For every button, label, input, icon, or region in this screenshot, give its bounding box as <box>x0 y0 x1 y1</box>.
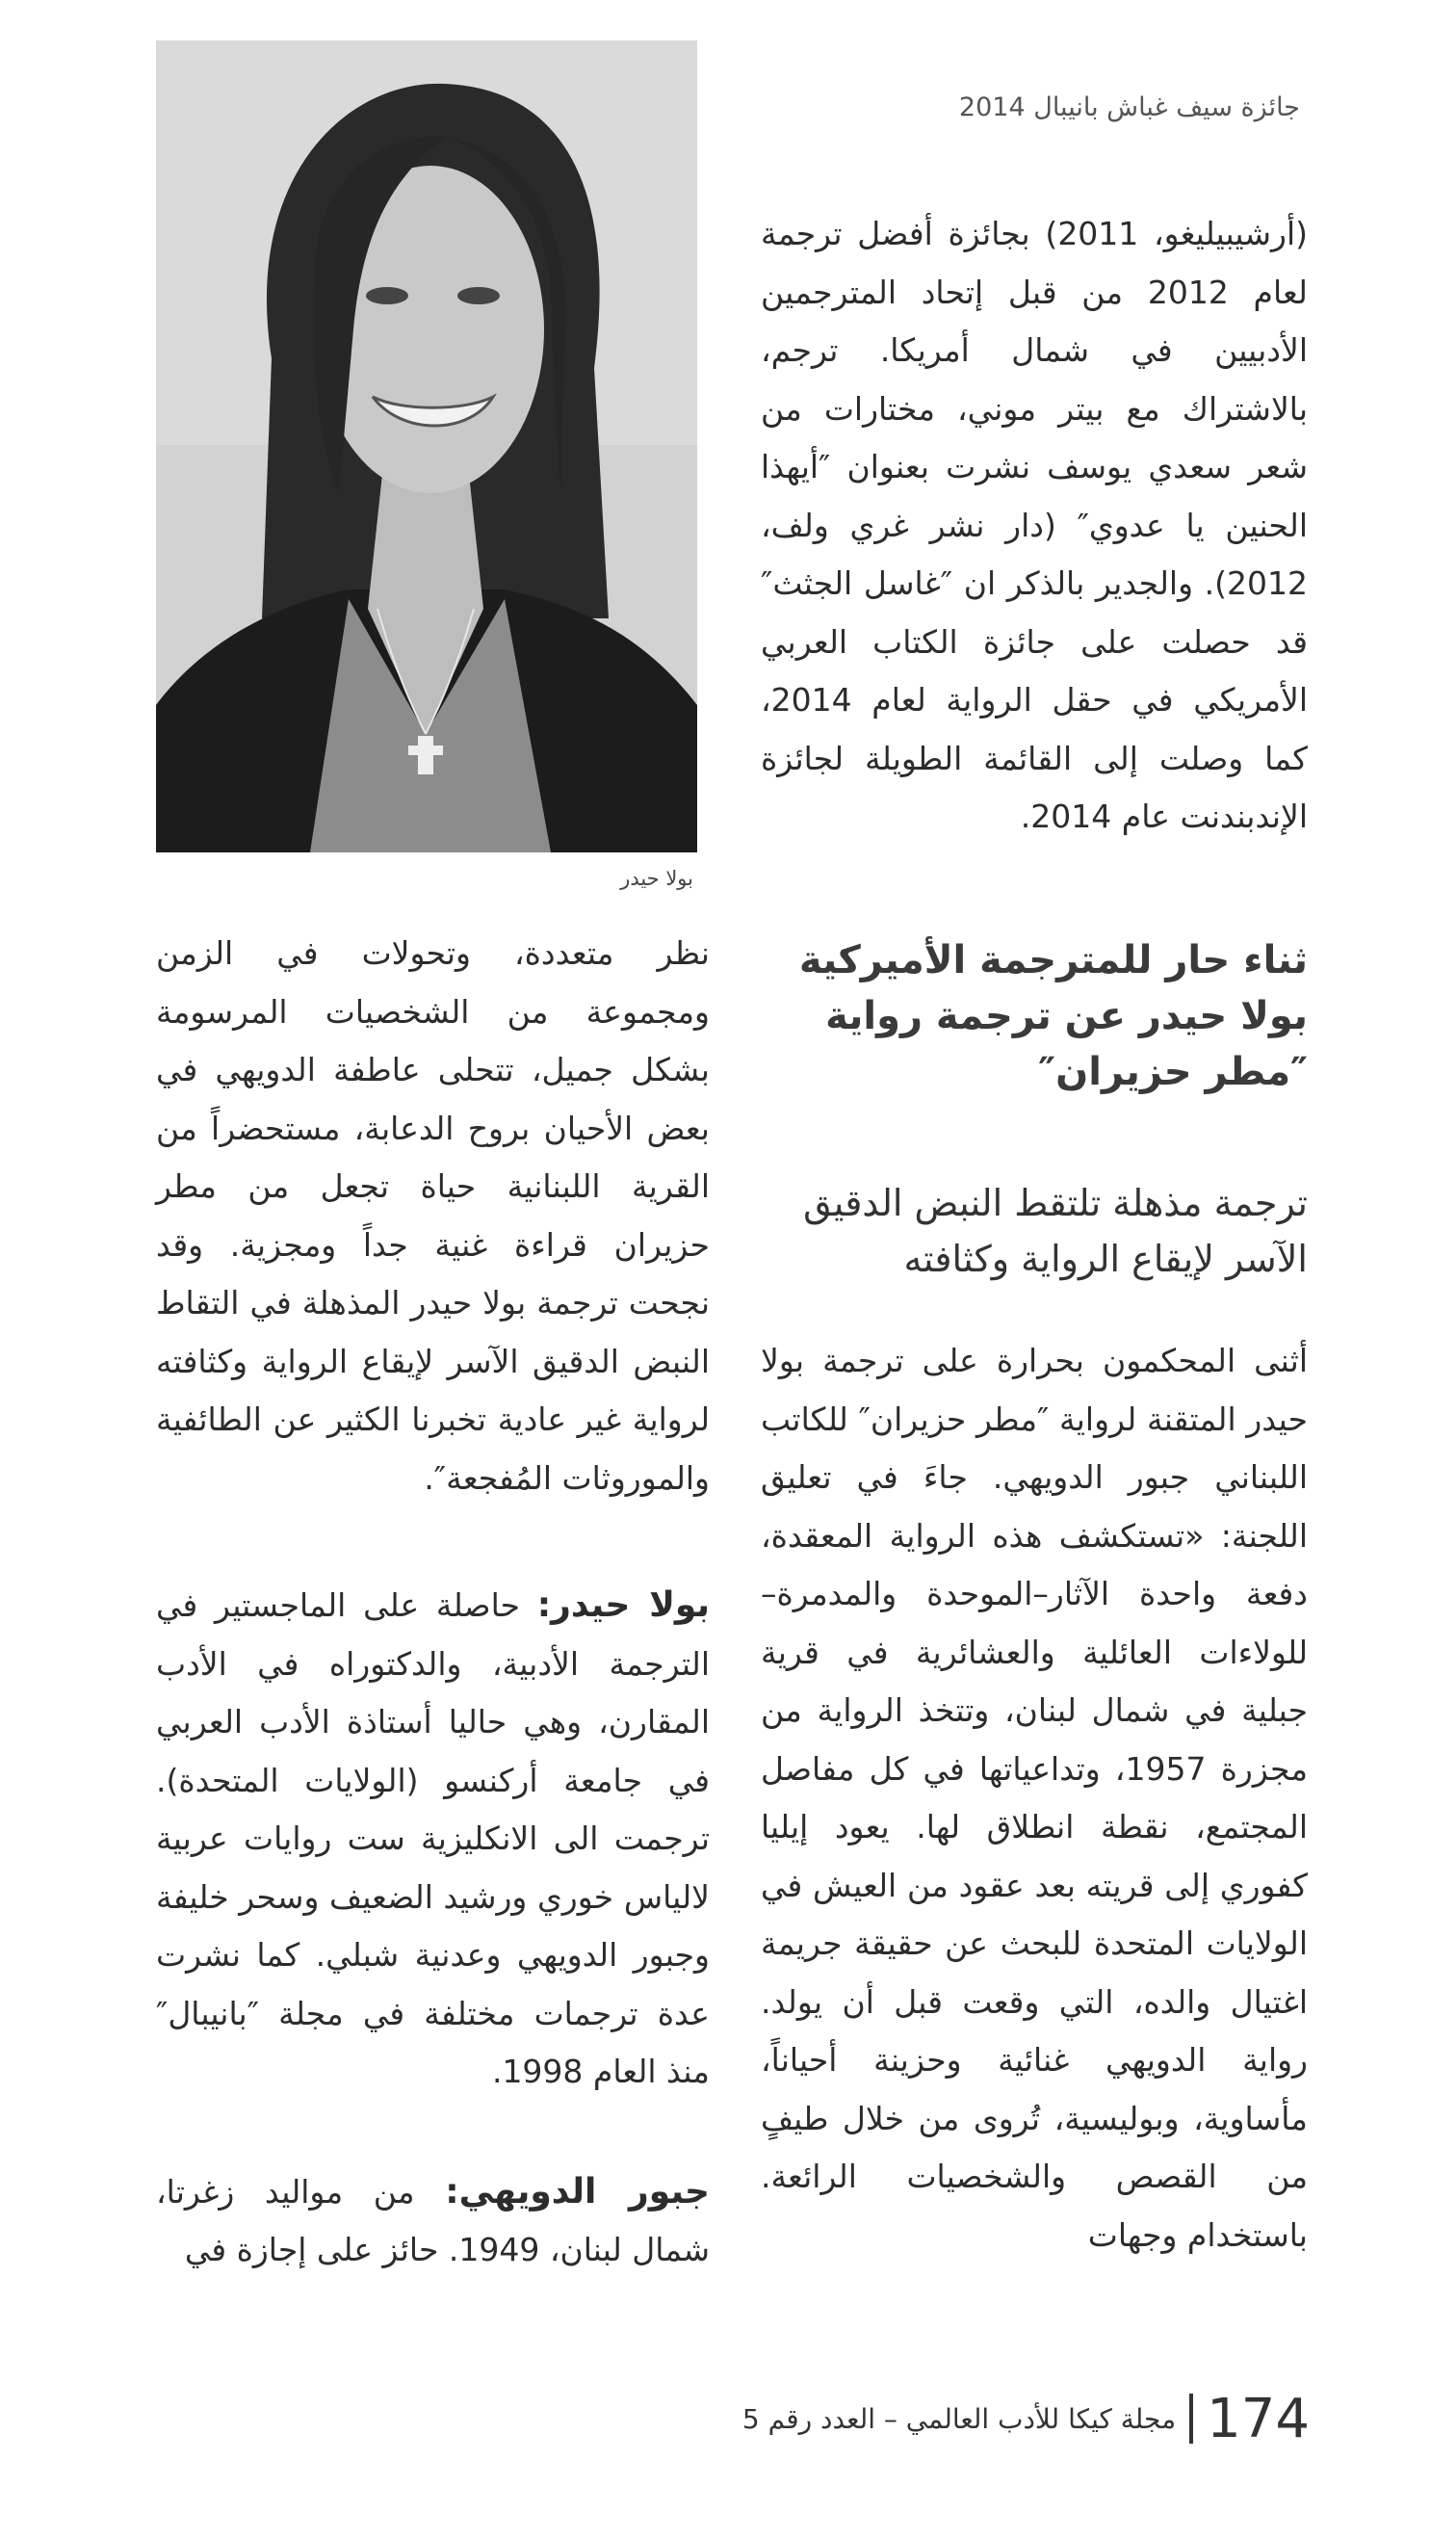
article-paragraph: أثنى المحكمون بحرارة على ترجمة بولا حيدر المتقنة لرواية ″مطر حزيران″ للكاتب اللبناني جبور الدويهي. جاءَ في تعليق اللجنة: «تستكشف هذه الرواية المعقدة، دفعة واحدة الآثار–الموحدة والمدمرة– للولاءات العائلية والعشائرية في قرية جبلية في شمال لبنان، وتتخذ الرواية من مجزرة 1957، وتداعياتها في كل مفاصل المجتمع، نقطة انطلاق لها. يعود إيليا كفوري إلى قريته بعد عقود من العيش في الولايات المتحدة للبحث عن حقيقة جريمة اغتيال والده، التي وقعت قبل أن يولد. رواية الدويهي غنائية وحزينة أحياناً، مأساوية، وبوليسية، تُروى من خلال طيفٍ من القصص والشخصيات الرائعة. باستخدام وجهات <box>761 1342 1309 2254</box>
journal-name: مجلة كيكا للأدب العالمي – العدد رقم 5 <box>741 2402 1177 2435</box>
portrait-illustration <box>156 40 697 852</box>
intro-paragraph: (أرشيبيليغو، 2011) بجائزة أفضل ترجمة لعام 2012 من قبل إتحاد المترجمين الأدبيين في شمال أمريكا. ترجم، بالاشتراك مع بيتر موني، مختارات من شعر سعدي يوسف نشرت بعنوان ″أيهذا الحنين يا عدوي″ (دار نشر غري ولف، 2012). والجدير بالذكر ان ″غاسل الجثث″ قد حصلت على جائزة الكتاب العربي الأمريكي في حقل الرواية لعام 2014، كما وصلت إلى القائمة الطويلة لجائزة الإندبندنت عام 2014. <box>761 215 1308 835</box>
translator-bio-text: حاصلة على الماجستير في الترجمة الأدبية، والدكتوراه في الأدب المقارن، وهي حاليا أستاذة الأدب العربي في جامعة أركنسو (الولايات المتحدة). ترجمت الى الانكليزية ست روايات عربية لالياس خوري ورشيد الضعيف وسحر خليفة وجبور الدويهي وعدنية شبلي. كما نشرت عدة ترجمات مختلفة في مجلة ″بانيبال″ منذ العام 1998. <box>156 1586 710 2090</box>
author-bio <box>156 2163 710 2280</box>
continued-paragraph: نظر متعددة، وتحولات في الزمن ومجموعة من الشخصيات المرسومة بشكل جميل، تتحلى عاطفة الدويهي في بعض الأحيان بروح الدعابة، مستحضراً من القرية اللبنانية حياة تجعل من مطر حزيران قراءة غنية جداً ومجزية. وقد نجحت ترجمة بولا حيدر المذهلة في التقاط النبض الدقيق الآسر لإيقاع الرواية وكثافته لرواية غير عادية تخبرنا الكثير عن الطائفية والموروثات المُفجعة″. <box>156 934 710 1497</box>
article-column-left <box>156 925 710 2280</box>
translator-bio <box>156 1577 710 2102</box>
photo-caption: بولا حيدر <box>620 867 693 890</box>
footer-divider <box>1189 2394 1193 2444</box>
article-subheadline: ترجمة مذهلة تلتقط النبض الدقيق الآسر لإيقاع الرواية وكثافته <box>803 1182 1308 1280</box>
article-headline: ثناء حار للمترجمة الأميركية بولا حيدر عن ترجمة رواية ″مطر حزيران″ <box>798 938 1308 1094</box>
intro-column <box>761 205 1308 847</box>
author-name: جبور الدويهي: <box>445 2171 710 2212</box>
article-column-right <box>761 1332 1308 2264</box>
author-bio-text: من مواليد زغرتا، شمال لبنان، 1949. حائز على إجازة في <box>156 2172 710 2268</box>
page-footer <box>713 2385 1310 2452</box>
page-number: 174 <box>1207 2387 1310 2450</box>
portrait-photo <box>156 40 697 852</box>
translator-name: بولا حيدر: <box>536 1585 710 1625</box>
award-header: جائزة سيف غباش بانيبال 2014 <box>958 92 1300 122</box>
